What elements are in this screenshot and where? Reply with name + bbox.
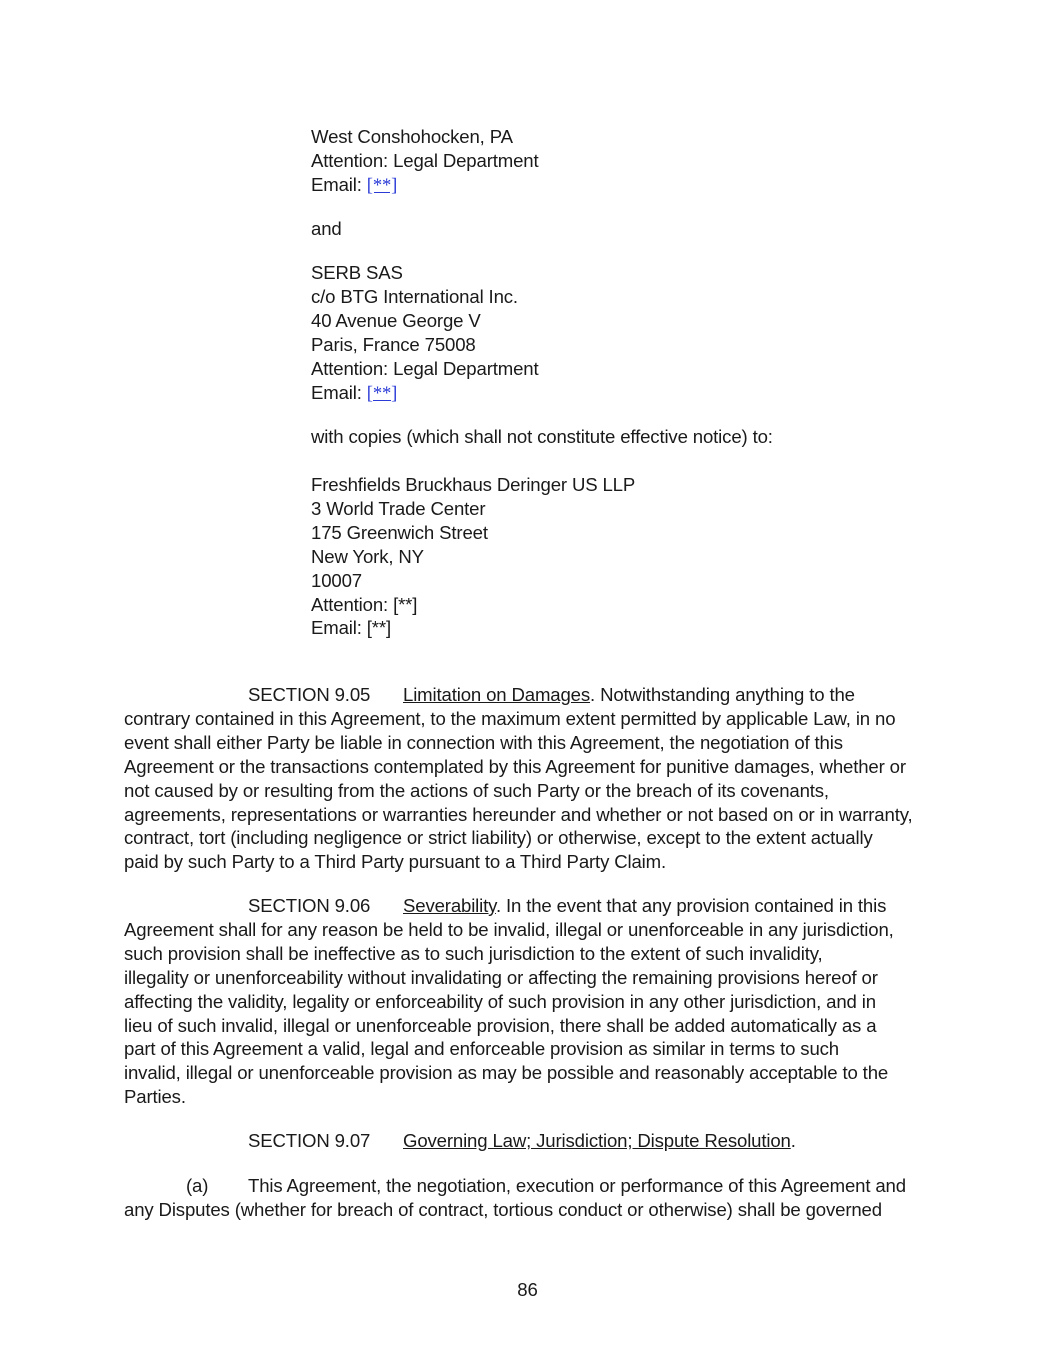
paragraph-line: Parties. — [124, 1086, 186, 1108]
paragraph-line: any Disputes (whether for breach of contract, tortious conduct or otherwise) shall be governed — [124, 1198, 882, 1220]
attention-line: Attention: Legal Department — [311, 149, 539, 171]
page-number: 86 — [517, 1279, 538, 1300]
copies-text: with copies (which shall not constitute effective notice) to: — [311, 426, 773, 447]
section-number: SECTION 9.06 — [248, 895, 371, 916]
address-line: West Conshohocken, PA — [311, 126, 513, 147]
clause-first-line: This Agreement, the negotiation, execution or performance of this Agreement and — [248, 1175, 906, 1196]
paragraph-line: part of this Agreement a valid, legal and enforceable provision as similar in terms to such — [124, 1038, 839, 1060]
paragraph-line: event shall either Party be liable in connection with this Agreement, the negotiation of this — [124, 731, 843, 753]
address-line: New York, NY — [311, 545, 424, 567]
paragraph-line: such provision shall be ineffective as to such jurisdiction to the extent of such invalidity, — [124, 942, 823, 964]
email-label: Email: — [311, 173, 367, 195]
attention-line: Attention: Legal Department — [311, 357, 539, 379]
address-line: SERB SAS — [311, 262, 403, 283]
email-label: Email: — [311, 381, 367, 403]
email-link[interactable]: [**] — [366, 382, 398, 404]
email-line — [311, 381, 538, 406]
address-line: 10007 — [311, 569, 362, 591]
address-line: Paris, France 75008 — [311, 333, 476, 355]
paragraph-line: agreements, representations or warranties hereunder and whether or not based on or in warranty, — [124, 803, 913, 825]
address-line: Freshfields Bruckhaus Deringer US LLP — [311, 474, 636, 495]
clause-label: (a) — [186, 1175, 209, 1196]
section-9-06 — [124, 894, 936, 1109]
paragraph-line: Agreement shall for any reason be held to be invalid, illegal or unenforceable in any jurisdiction, — [124, 918, 894, 940]
address-line: c/o BTG International Inc. — [311, 285, 518, 307]
clause-a — [124, 1174, 936, 1222]
email-line — [311, 173, 538, 198]
section-first-line: . In the event that any provision contained in this — [495, 895, 887, 916]
paragraph-line: invalid, illegal or unenforceable provision as may be possible and reasonably acceptable to the — [124, 1062, 889, 1084]
section-number: SECTION 9.07 — [248, 1130, 371, 1151]
section-tail: . — [790, 1130, 796, 1151]
notice-address-block-2 — [311, 261, 538, 405]
section-title: Governing Law; Jurisdiction; Dispute Resolution — [403, 1130, 791, 1151]
paragraph-line: contrary contained in this Agreement, to the maximum extent permitted by applicable Law, in no — [124, 707, 896, 729]
section-title: Severability — [403, 895, 496, 916]
section-title: Limitation on Damages — [403, 684, 591, 705]
paragraph-line: paid by such Party to a Third Party pursuant to a Third Party Claim. — [124, 851, 667, 873]
address-line: 3 World Trade Center — [311, 497, 486, 519]
section-first-line: . Notwithstanding anything to the — [590, 684, 855, 705]
attention-line: Attention: [**] — [311, 593, 418, 615]
and-text: and — [311, 218, 342, 239]
paragraph-line: Agreement or the transactions contemplated by this Agreement for punitive damages, whether or — [124, 755, 906, 777]
address-line: 40 Avenue George V — [311, 309, 481, 331]
notice-address-block-1 — [311, 125, 538, 198]
address-line: 175 Greenwich Street — [311, 521, 488, 543]
paragraph-line: contract, tort (including negligence or strict liability) or otherwise, except to the extent actually — [124, 827, 873, 849]
email-link[interactable]: [**] — [366, 174, 398, 196]
section-9-07 — [124, 1129, 936, 1153]
section-9-05 — [124, 683, 936, 874]
email-line: Email: [**] — [311, 617, 391, 639]
paragraph-line: illegality or unenforceability without invalidating or affecting the remaining provisions hereof or — [124, 966, 878, 988]
section-number: SECTION 9.05 — [248, 684, 371, 705]
notice-address-block-3 — [311, 473, 635, 640]
paragraph-line: affecting the validity, legality or enforceability of such provision in any other jurisdiction, and in — [124, 990, 876, 1012]
paragraph-line: lieu of such invalid, illegal or unenforceable provision, there shall be added automatically as a — [124, 1014, 877, 1036]
paragraph-line: not caused by or resulting from the actions of such Party or the breach of its covenants, — [124, 779, 829, 801]
